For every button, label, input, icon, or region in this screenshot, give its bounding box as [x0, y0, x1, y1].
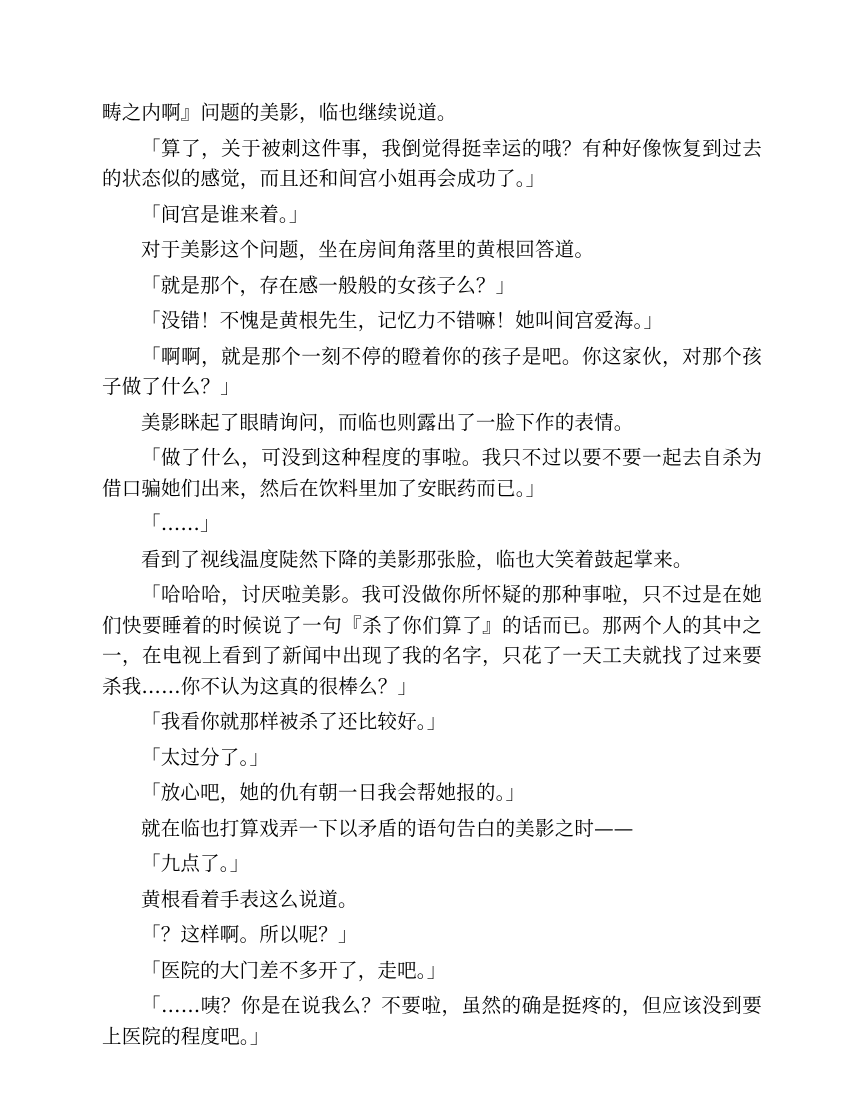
- paragraph: 美影眯起了眼睛询问，而临也则露出了一脸下作的表情。: [141, 410, 634, 434]
- paragraph: 「间宫是谁来着。」: [141, 202, 309, 226]
- paragraph: 「太过分了。」: [141, 745, 270, 769]
- paragraph: 「九点了。」: [141, 852, 250, 875]
- paragraph: 「我看你就那样被杀了还比较好。」: [141, 710, 447, 733]
- paragraph: 黄根看着手表这么说道。: [141, 887, 358, 911]
- paragraph: 畴之内啊』问题的美影，临也继续说道。: [102, 101, 457, 124]
- paragraph: 「放心吧，她的仇有朝一日我会帮她报的。」: [141, 781, 526, 804]
- paragraph: 看到了视线温度陡然下降的美影那张脸，临也大笑着鼓起掌来。: [141, 547, 693, 571]
- paragraph: 「……」: [141, 512, 220, 535]
- paragraph: 「就是那个，存在感一般般的女孩子么？」: [141, 273, 516, 297]
- document-page: [102, 98, 762, 1057]
- paragraph: 「啊啊，就是那个一刻不停的瞪着你的孩子是吧。你这家伙，对那个孩子做了什么？」: [102, 344, 762, 398]
- paragraph: 「算了，关于被刺这件事，我倒觉得挺幸运的哦？有种好像恢复到过去的状态似的感觉，而且还和间宫小姐再会成功了。」: [102, 136, 762, 190]
- paragraph: 「没错！不愧是黄根先生，记忆力不错嘛！她叫间宫爱海。」: [141, 309, 664, 332]
- paragraph: 「？这样啊。所以呢？」: [141, 923, 358, 946]
- paragraph: 「……咦？你是在说我么？不要啦，虽然的确是挺疼的，但应该没到要上医院的程度吧。」: [102, 994, 762, 1048]
- paragraph: 「医院的大门差不多开了，走吧。」: [141, 958, 447, 982]
- paragraph: 「做了什么，可没到这种程度的事啦。我只不过以要不要一起去自杀为借口骗她们出来，然后在饮料里加了安眠药而已。」: [102, 446, 762, 500]
- paragraph: 「哈哈哈，讨厌啦美影。我可没做你所怀疑的那种事啦，只不过是在她们快要睡着的时候说了一句『杀了你们算了』的话而已。那两个人的其中之一，在电视上看到了新闻中出现了我的名字，只花了一天工夫就找了过来要杀我……你不认为这真的很棒么？」: [102, 583, 762, 698]
- paragraph: 就在临也打算戏弄一下以矛盾的语句告白的美影之时——: [141, 816, 634, 840]
- paragraph: 对于美影这个问题，坐在房间角落里的黄根回答道。: [141, 238, 595, 261]
